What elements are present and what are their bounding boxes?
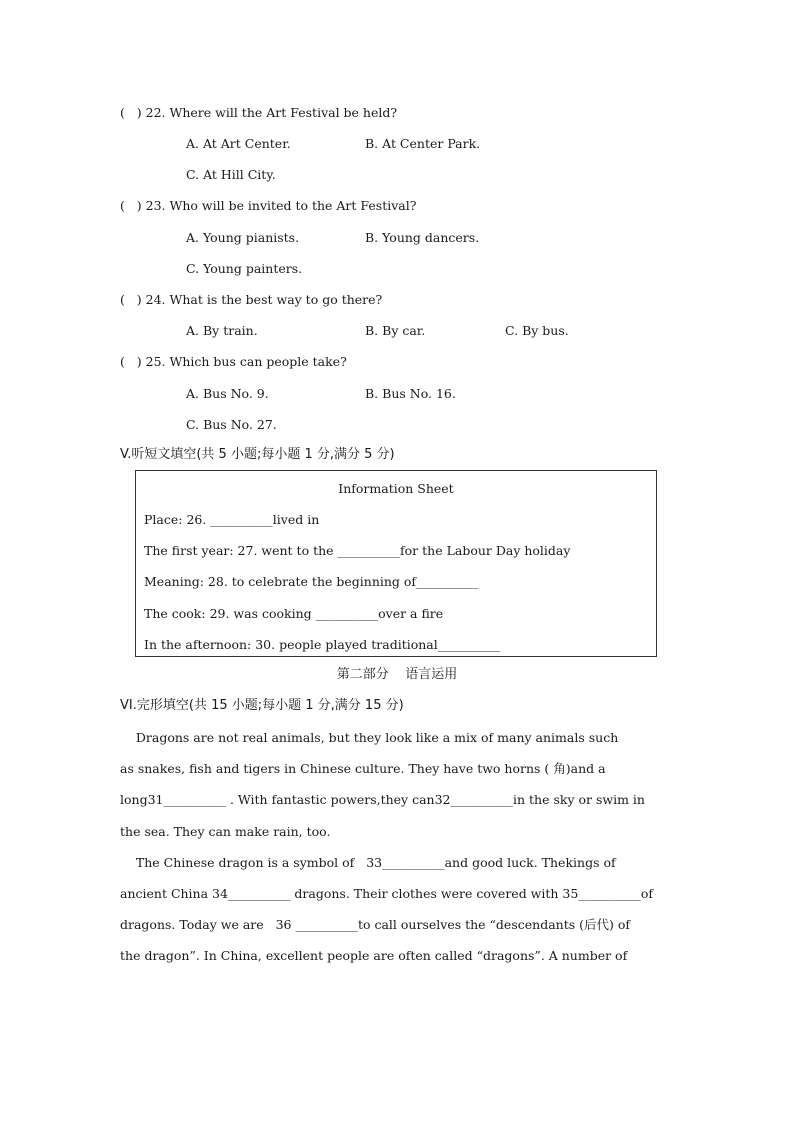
sheet-row-27: The first year: 27. went to the __________for the Labour Day holiday [144, 543, 571, 558]
section-vi-heading: VI.完形填空(共 15 小题;每小题 1 分,满分 15 分) [120, 698, 404, 713]
part-two-heading: 第二部分 语言运用 [336, 667, 458, 682]
information-sheet-box [135, 470, 657, 657]
section-v-heading: V.听短文填空(共 5 小题;每小题 1 分,满分 5 分) [120, 447, 395, 462]
q25-option-a: A. Bus No. 9. [186, 386, 269, 401]
cloze-line-5: The Chinese dragon is a symbol of 33__________and good luck. Thekings of [120, 855, 616, 870]
q22-option-c: C. At Hill City. [186, 167, 276, 182]
q23-option-a: A. Young pianists. [186, 230, 300, 245]
sheet-row-30: In the afternoon: 30. people played traditional__________ [144, 637, 501, 652]
cloze-line-6: ancient China 34__________ dragons. Their clothes were covered with 35__________of [120, 886, 653, 901]
sheet-row-26: Place: 26. __________lived in [144, 512, 320, 527]
question-24: ( ) 24. What is the best way to go there? [120, 292, 383, 307]
cloze-line-3: long31__________ . With fantastic powers,they can32__________in the sky or swim in [120, 792, 645, 807]
q24-option-c: C. By bus. [505, 323, 569, 338]
q22-option-a: A. At Art Center. [186, 136, 291, 151]
q23-option-c: C. Young painters. [186, 261, 303, 276]
sheet-row-29: The cook: 29. was cooking __________over a fire [144, 606, 444, 621]
q24-option-a: A. By train. [186, 323, 258, 338]
q22-option-b: B. At Center Park. [365, 136, 481, 151]
q23-option-b: B. Young dancers. [365, 230, 480, 245]
question-22: ( ) 22. Where will the Art Festival be held? [120, 105, 398, 120]
question-25: ( ) 25. Which bus can people take? [120, 354, 347, 369]
q25-option-c: C. Bus No. 27. [186, 417, 277, 432]
sheet-row-28: Meaning: 28. to celebrate the beginning of__________ [144, 574, 479, 589]
cloze-line-2: as snakes, fish and tigers in Chinese culture. They have two horns ( 角)and a [120, 761, 606, 776]
cloze-line-7: dragons. Today we are 36 __________to call ourselves the “descendants (后代) of [120, 917, 630, 932]
q25-option-b: B. Bus No. 16. [365, 386, 456, 401]
cloze-line-8: the dragon”. In China, excellent people are often called “dragons”. A number of [120, 948, 628, 963]
information-sheet-title: Information Sheet [338, 481, 454, 496]
question-23: ( ) 23. Who will be invited to the Art Festival? [120, 198, 417, 213]
cloze-line-1: Dragons are not real animals, but they look like a mix of many animals such [120, 730, 619, 745]
cloze-line-4: the sea. They can make rain, too. [120, 824, 331, 839]
q24-option-b: B. By car. [365, 323, 426, 338]
